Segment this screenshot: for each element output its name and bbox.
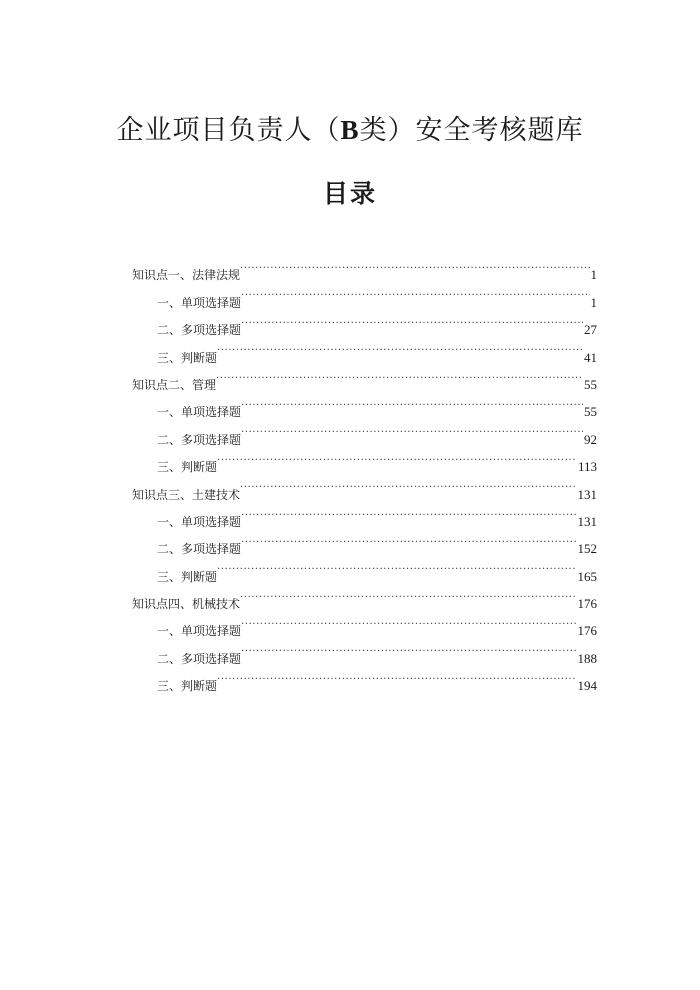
toc-page-number: 176 [577, 623, 597, 639]
table-of-contents [132, 252, 597, 694]
toc-dot-leader [240, 581, 576, 608]
toc-dot-leader [241, 307, 583, 334]
toc-dot-leader [241, 635, 576, 662]
toc-dot-leader [240, 252, 589, 279]
toc-dot-leader [217, 553, 576, 580]
toc-page-number: 194 [577, 678, 597, 694]
document-title-bold-letter: B [340, 115, 360, 145]
toc-entry-label: 二、多项选择题 [157, 323, 242, 338]
toc-dot-leader [241, 608, 576, 635]
toc-entry-section-1[interactable] [132, 252, 597, 283]
toc-dot-leader [241, 279, 589, 306]
toc-page-number: 1 [590, 267, 597, 283]
toc-dot-leader [240, 471, 576, 498]
toc-page-number: 176 [577, 596, 597, 612]
document-title [0, 108, 700, 147]
toc-dot-leader [217, 663, 576, 690]
toc-dot-leader [241, 389, 583, 416]
toc-entry-label: 二、多项选择题 [157, 432, 242, 447]
toc-page-number: 1 [590, 294, 597, 310]
toc-dot-leader [216, 362, 583, 389]
toc-entry-label: 一、单项选择题 [157, 624, 242, 639]
toc-page-number: 27 [584, 322, 597, 338]
toc-entry-label: 三、判断题 [157, 460, 218, 475]
toc-entry-label: 二、多项选择题 [157, 651, 242, 666]
toc-heading: 目录 [322, 179, 377, 208]
toc-entry-label: 三、判断题 [157, 569, 218, 584]
toc-dot-leader [241, 526, 576, 553]
toc-entry-label: 三、判断题 [157, 350, 218, 365]
toc-dot-leader [241, 499, 576, 526]
toc-entry-label: 二、多项选择题 [157, 542, 242, 557]
toc-page-number: 188 [577, 650, 597, 666]
document-title-part-2: 类）安全考核题库 [359, 115, 584, 146]
toc-entry-label: 一、单项选择题 [157, 514, 242, 529]
toc-page-number: 152 [577, 541, 597, 557]
toc-page-number: 92 [584, 431, 597, 447]
toc-entry-label: 三、判断题 [157, 679, 218, 694]
toc-entry-label: 一、单项选择题 [157, 405, 242, 420]
toc-dot-leader [241, 416, 583, 443]
toc-dot-leader [217, 444, 577, 471]
toc-page-number: 165 [577, 568, 597, 584]
toc-entry-label: 知识点二、管理 [132, 377, 217, 392]
toc-entry-label: 一、单项选择题 [157, 295, 242, 310]
toc-entry-label: 知识点四、机械技术 [132, 597, 241, 612]
toc-page-number: 131 [577, 513, 597, 529]
toc-page-number: 55 [584, 404, 597, 420]
toc-page-number: 41 [584, 349, 597, 365]
toc-dot-leader [217, 334, 583, 361]
toc-page-number: 131 [577, 486, 597, 502]
toc-entry-label: 知识点三、土建技术 [132, 487, 241, 502]
toc-page-number: 55 [584, 376, 597, 392]
document-title-part-1: 企业项目负责人（ [116, 115, 341, 146]
toc-entry-label: 知识点一、法律法规 [132, 268, 241, 283]
toc-page-number: 113 [577, 459, 597, 475]
